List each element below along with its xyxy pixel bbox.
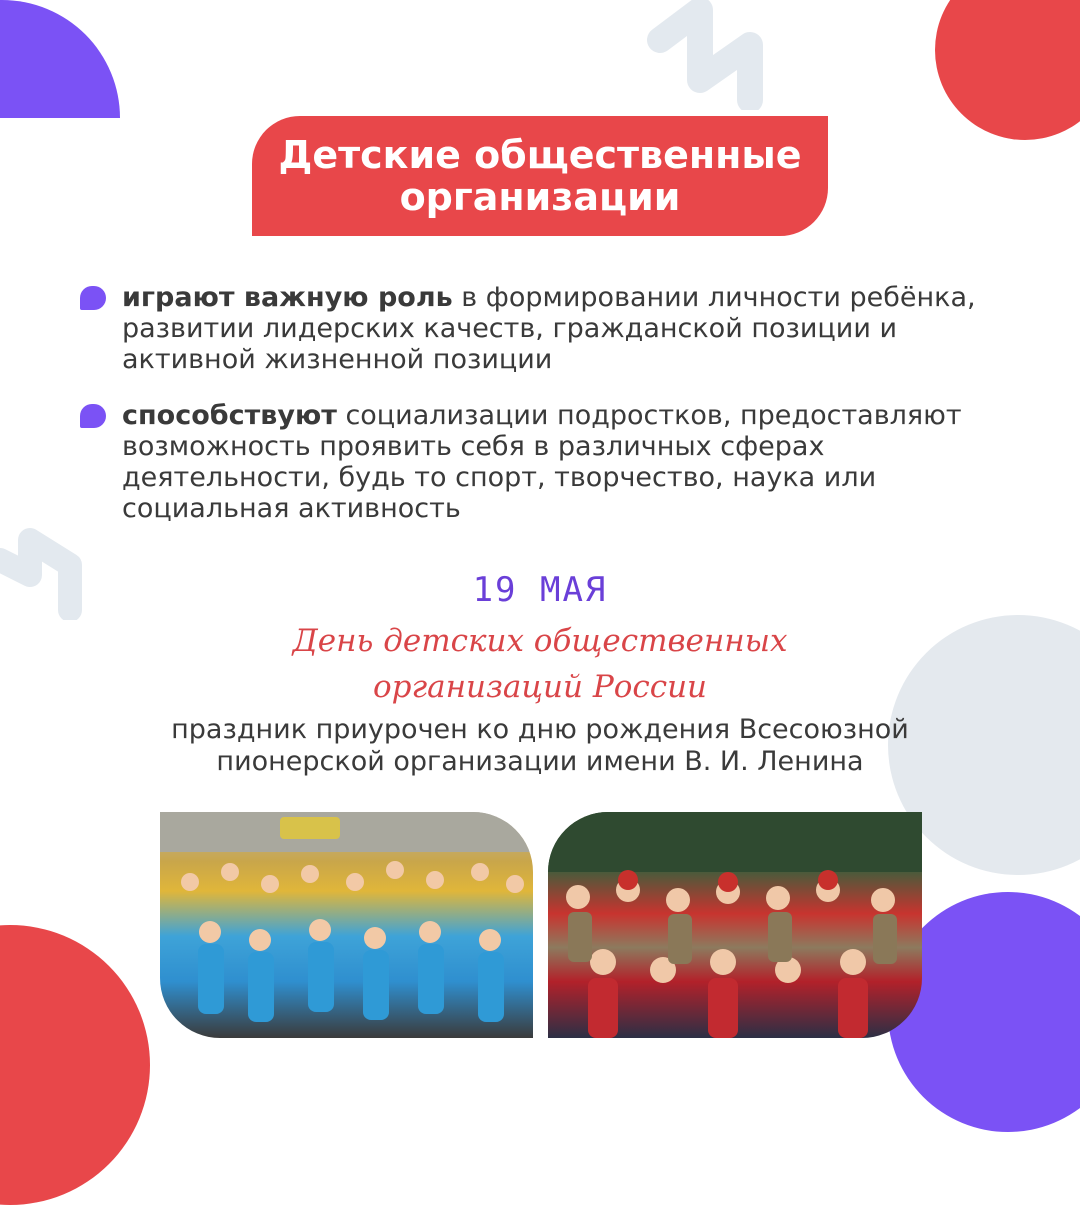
purple-corner-shape <box>0 0 120 118</box>
note-line-1: праздник приурочен ко дню рождения Всесоюзной <box>171 714 909 745</box>
zigzag-decoration-top <box>640 0 790 110</box>
holiday-name <box>0 618 1080 710</box>
bullet-dot-icon <box>80 404 106 428</box>
bullet-rest-1: в формировании личности ребёнка, развитии лидерских качеств, гражданской позиции и активной жизненной позиции <box>122 282 976 375</box>
holiday-line-2: организаций России <box>372 669 708 705</box>
holiday-line-1: День детских общественных <box>292 623 788 659</box>
page-title: Детские общественные организации <box>278 133 802 219</box>
red-circle-bottom-left <box>0 925 150 1205</box>
bullet-bold-2: способствуют <box>122 400 337 431</box>
group-illustration <box>548 812 922 1038</box>
bullet-text-2 <box>122 400 1022 524</box>
date-label: 19 МАЯ <box>472 570 608 610</box>
bullet-text-1 <box>122 282 1022 375</box>
note-line-2: пионерской организации имени В. И. Ленина <box>216 746 864 777</box>
photo-children-crowd <box>160 812 533 1038</box>
bullet-item-2 <box>80 400 1020 530</box>
holiday-note <box>0 714 1080 778</box>
bullet-rest-2: социализации подростков, предоставляют возможность проявить себя в различных сферах деятельности, будь то спорт, творчество, наука или социальная активность <box>122 400 962 524</box>
bullet-item-1 <box>80 282 1020 382</box>
title-banner <box>252 116 828 236</box>
photo-youth-group <box>548 812 922 1038</box>
bullet-bold-1: играют важную роль <box>122 282 453 313</box>
crowd-illustration <box>160 812 533 1038</box>
red-circle-top-right <box>935 0 1080 140</box>
bullet-dot-icon <box>80 286 106 310</box>
